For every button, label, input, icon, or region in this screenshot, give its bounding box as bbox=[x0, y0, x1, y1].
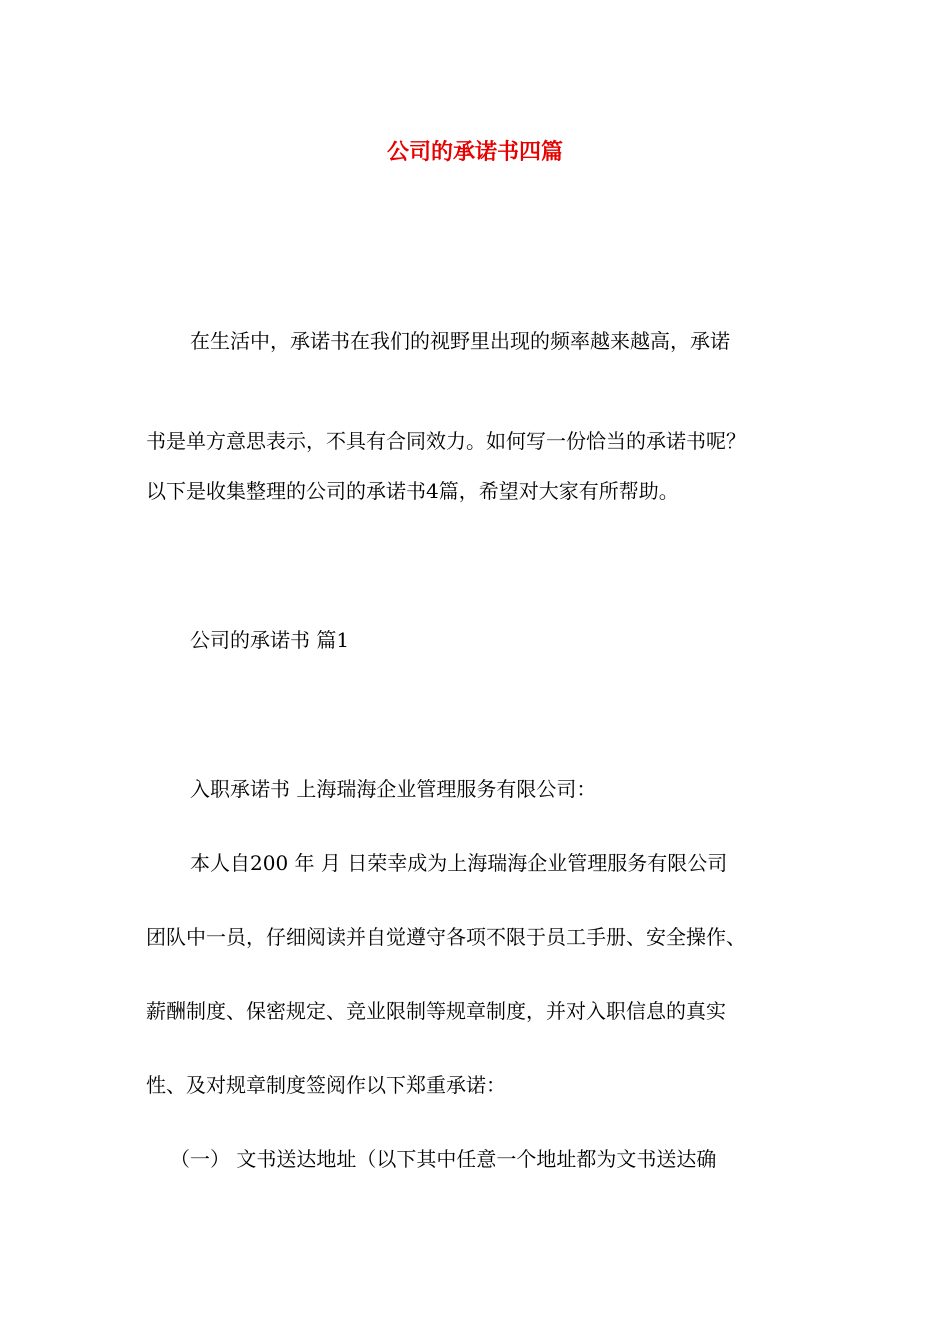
body-line-1: 本人自200 年 月 日荣幸成为上海瑞海企业管理服务有限公司 bbox=[190, 851, 728, 875]
item-line-1: （一） 文书送达地址（以下其中任意一个地址都为文书送达确 bbox=[170, 1147, 717, 1171]
body-line-3: 薪酬制度、保密规定、竞业限制等规章制度，并对入职信息的真实 bbox=[146, 999, 726, 1023]
document-title: 公司的承诺书四篇 bbox=[386, 139, 563, 165]
body-line-4: 性、及对规章制度签阅作以下郑重承诺： bbox=[146, 1073, 506, 1097]
body-line-2: 团队中一员，仔细阅读并自觉遵守各项不限于员工手册、安全操作、 bbox=[146, 925, 746, 949]
intro-line-2: 书是单方意思表示，不具有合同效力。如何写一份恰当的承诺书呢？ bbox=[146, 429, 746, 453]
section-heading: 公司的承诺书 篇1 bbox=[190, 628, 350, 652]
intro-line-3: 以下是收集整理的公司的承诺书4篇，希望对大家有所帮助。 bbox=[146, 479, 679, 503]
salutation-line: 入职承诺书 上海瑞海企业管理服务有限公司： bbox=[190, 777, 597, 801]
intro-line-1: 在生活中，承诺书在我们的视野里出现的频率越来越高，承诺 bbox=[190, 329, 730, 353]
